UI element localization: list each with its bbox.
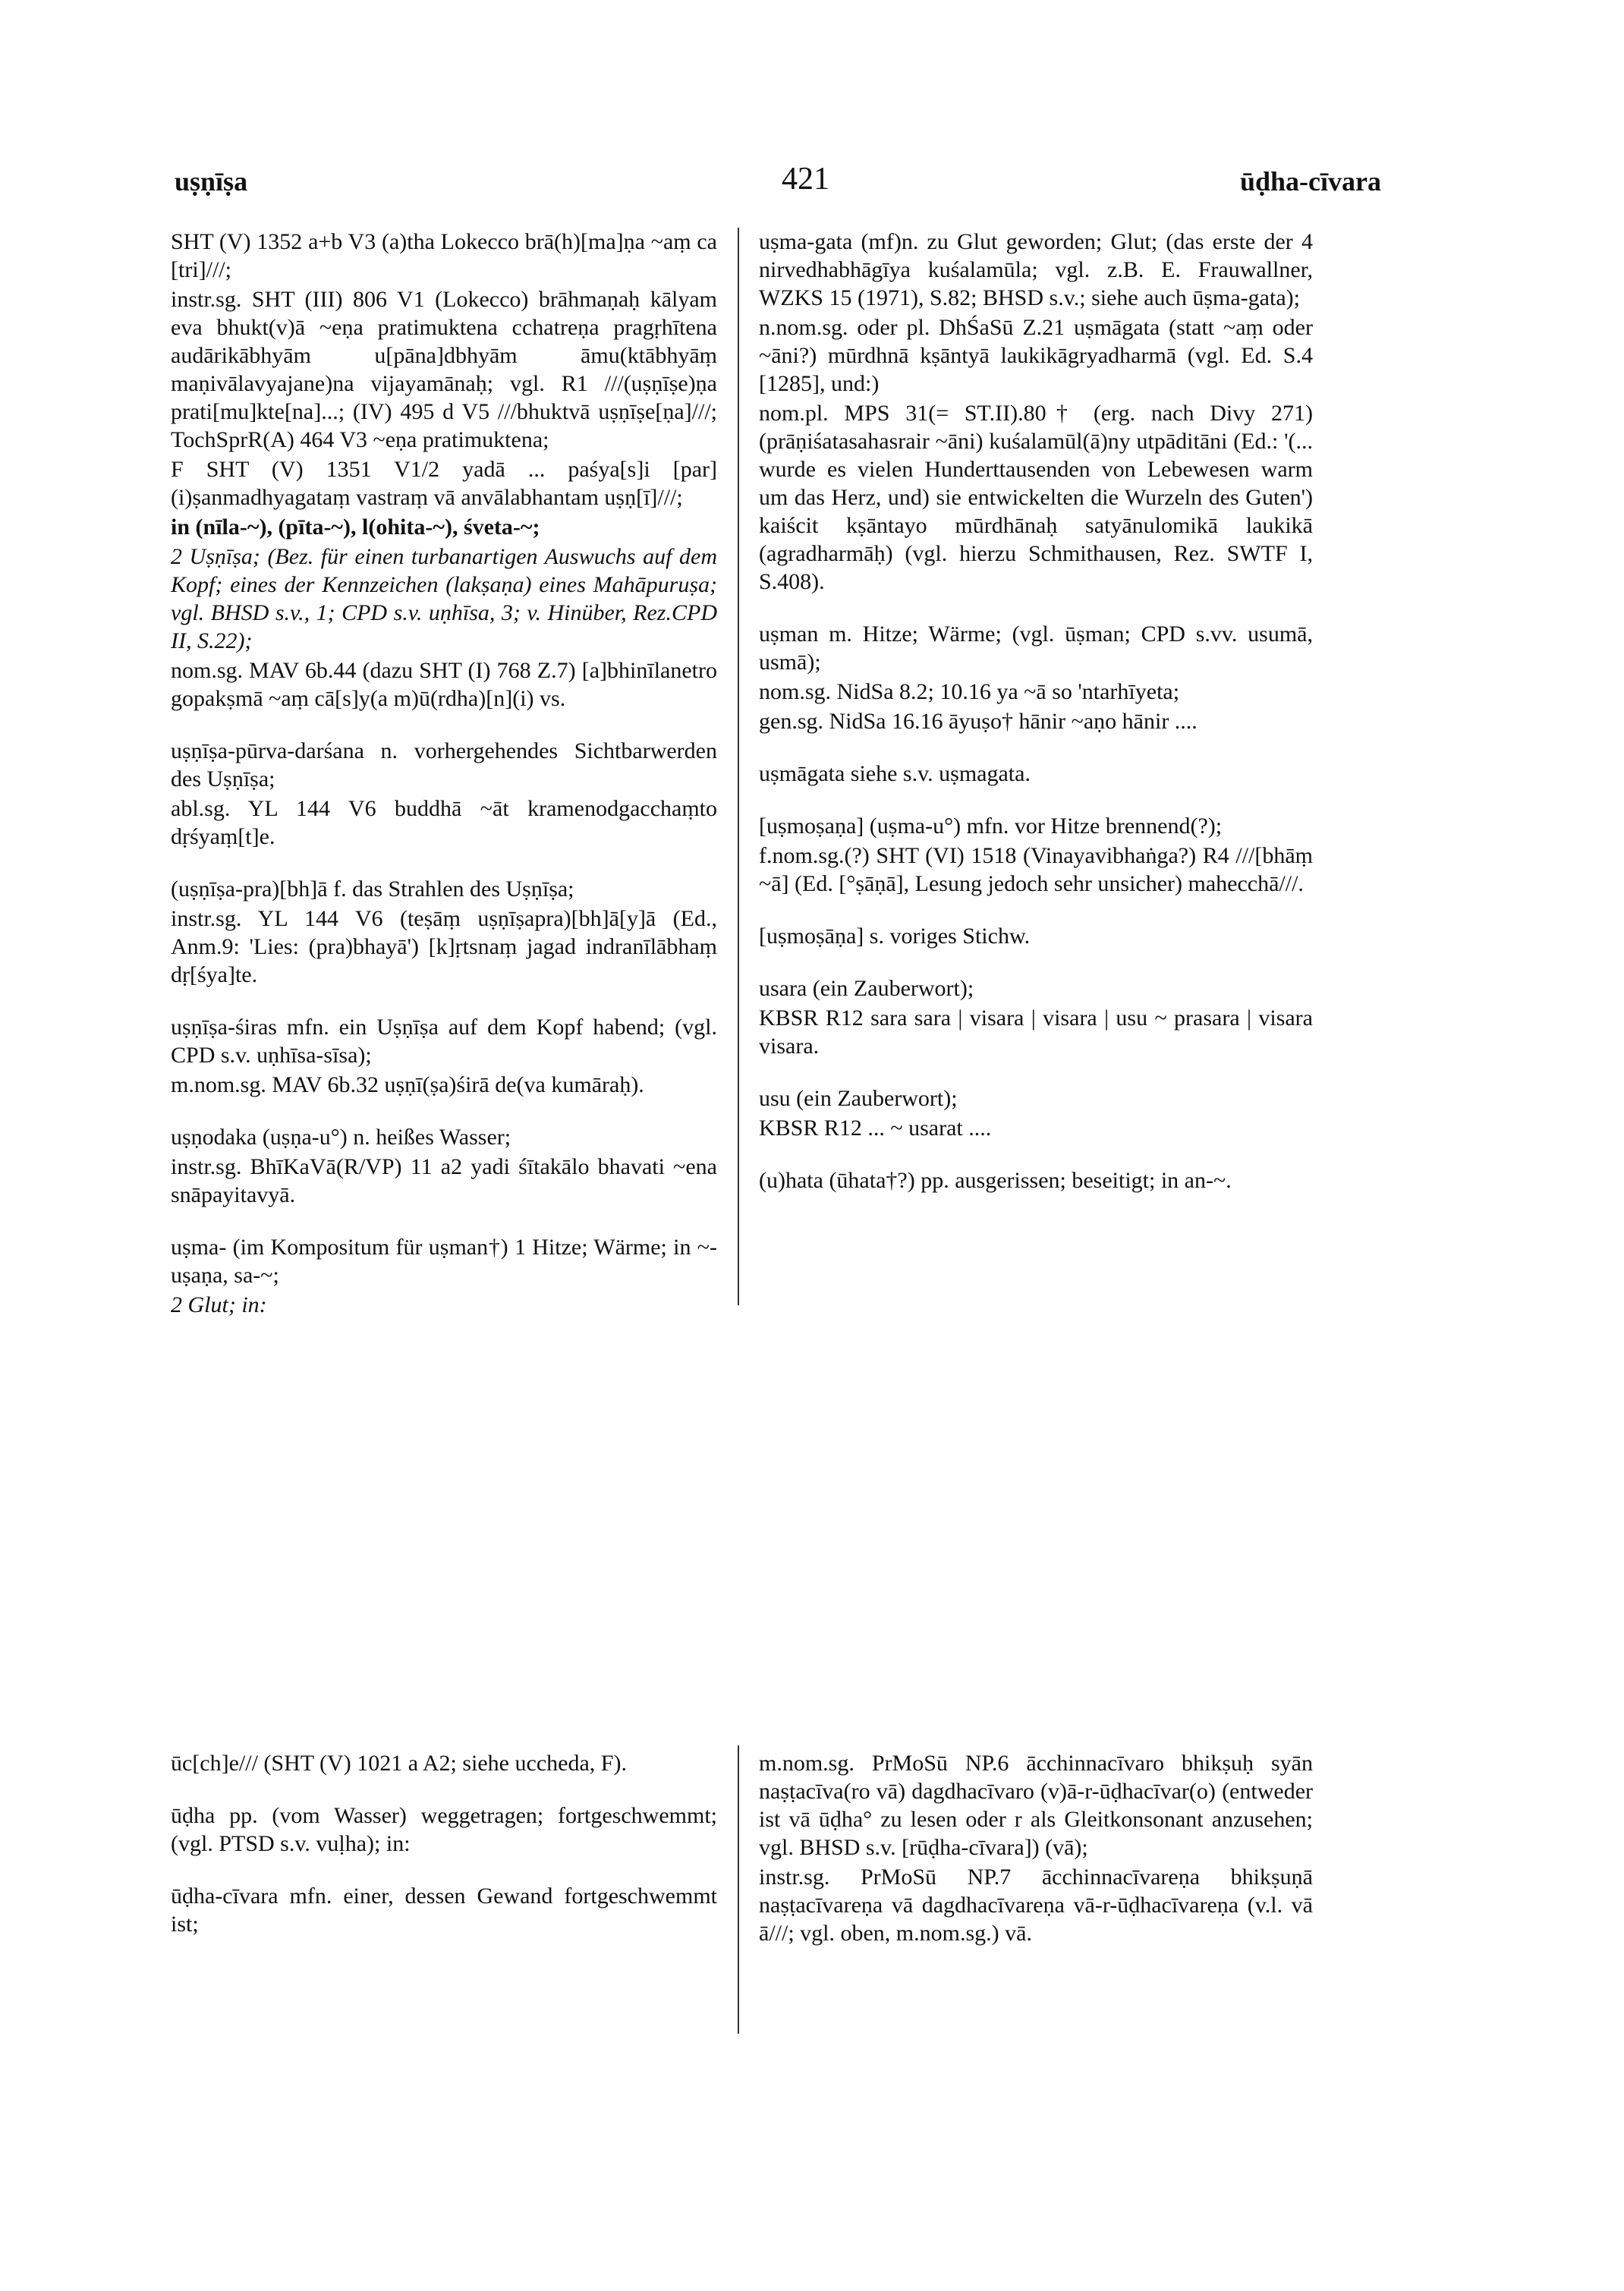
entry-text: KBSR R12 ... ~ usarat .... (759, 1116, 992, 1141)
entry-text: n.nom.sg. oder pl. DhŚaSū Z.21 uṣmāgata (statt ~aṃ oder ~āni?) mūrdhnā kṣāntyā laukikāgryadharmā (vgl. Ed. S.4 [1285], und:) (759, 315, 1313, 396)
entry-text: nom.sg. NidSa 8.2; 10.16 ya ~ā so 'ntarhīyeta; (759, 679, 1180, 704)
bottom-left-column (171, 1749, 717, 1940)
running-head-left: uṣṇīṣa (175, 166, 248, 197)
headword-entry: usara (ein Zauberwort); (759, 976, 974, 1001)
page-number: 421 (782, 162, 829, 197)
page-header (0, 162, 1624, 211)
entry-text: instr.sg. SHT (III) 806 V1 (Lokecco) brāhmaṇaḥ kālyam eva bhukt(v)ā ~eṇa pratimuktena cchatreṇa pragṛhītena audārikābhyām u[pāna]dbhyām āmu(ktābhyāṃ maṇivālavyajane)na vijayamānaḥ; vgl. R1 ///(uṣṇīṣe)ṇa prati[mu]kte[na]...; (IV) 495 d V5 ///bhuktvā uṣṇīṣe[ṇa]///; TochSprR(A) 464 V3 ~eṇa pratimuktena; (171, 287, 717, 452)
entry-text: in (nīla-~), (pīta-~), l(ohita-~), śveta-~; (171, 515, 540, 540)
column-divider-bottom (738, 1745, 739, 2034)
entry-text: m.nom.sg. PrMoSū NP.6 ācchinnacīvaro bhikṣuḥ syān naṣṭacīva(ro vā) dagdhacīvaro (v)ā-r-ūḍhacīvar(o) (entweder ist vā ūḍha° zu lesen oder r als Gleitkonsonant anzusehen; vgl. BHSD s.v. [rūḍha-cīvara]) (vā); (759, 1751, 1313, 1860)
entry-text: instr.sg. YL 144 V6 (teṣāṃ uṣṇīṣapra)[bh]ā[y]ā (Ed., Anm.9: 'Lies: (pra)bhayā') [k]ṛtsnaṃ jagad indranīlābhaṃ dṛ[śya]te. (171, 906, 717, 987)
headword-entry: ūḍha-cīvara mfn. einer, dessen Gewand fortgeschwemmt ist; (171, 1883, 717, 1937)
headword-entry: [uṣmoṣāṇa] s. voriges Stichw. (759, 924, 1031, 949)
entry-text: instr.sg. BhīKaVā(R/VP) 11 a2 yadi śītakālo bhavati ~ena snāpayitavyā. (171, 1154, 717, 1207)
headword-entry: uṣṇodaka (uṣṇa-u°) n. heißes Wasser; (171, 1125, 511, 1150)
entry-text: f.nom.sg.(?) SHT (VI) 1518 (Vinayavibhaṅga?) R4 ///[bhāṃ ~ā] (Ed. [°ṣāṇā], Lesung jedoch sehr unsicher) mahecchā///. (759, 843, 1313, 896)
headword-entry: ūc[ch]e/// (SHT (V) 1021 a A2; siehe uccheda, F). (171, 1751, 627, 1776)
entry-text: KBSR R12 sara sara | visara | visara | usu ~ prasara | visara visara. (759, 1005, 1313, 1059)
headword-entry: uṣṇīṣa-śiras mfn. ein Uṣṇīṣa auf dem Kopf habend; (vgl. CPD s.v. uṇhīsa-sīsa); (171, 1015, 717, 1068)
entry-text: F SHT (V) 1351 V1/2 yadā ... paśya[s]i [par](i)ṣanmadhyagataṃ vastraṃ vā anvālabhantam uṣṇ[ī]///; (171, 457, 717, 510)
headword-entry: uṣṇīṣa-pūrva-darśana n. vorhergehendes Sichtbarwerden des Uṣṇīṣa; (171, 738, 717, 791)
headword-entry: uṣma- (im Kompositum für uṣman†) 1 Hitze; Wärme; in ~-uṣaṇa, sa-~; (171, 1235, 717, 1288)
headword-entry: uṣma-gata (mf)n. zu Glut geworden; Glut; (das erste der 4 nirvedhabhāgīya kuśalamūla; vgl. z.B. E. Frauwallner, WZKS 15 (1971), S.82; BHSD s.v.; siehe auch ūṣma-gata); (759, 229, 1313, 310)
entry-text: 2 Glut; in: (171, 1292, 267, 1317)
headword-entry: [uṣmoṣaṇa] (uṣma-u°) mfn. vor Hitze brennend(?); (759, 813, 1223, 839)
entry-text: instr.sg. PrMoSū NP.7 ācchinnacīvareṇa bhikṣuṇā naṣṭacīvareṇa vā dagdhacīvareṇa vā-r-ūḍhacīvareṇa (v.l. vā ā///; vgl. oben, m.nom.sg.) vā. (759, 1865, 1313, 1946)
right-column (759, 228, 1313, 1196)
headword-entry: usu (ein Zauberwort); (759, 1086, 958, 1111)
headword-entry: uṣman m. Hitze; Wärme; (vgl. ūṣman; CPD s.vv. usumā, usmā); (759, 622, 1313, 675)
headword-entry: ūḍha pp. (vom Wasser) weggetragen; fortgeschwemmt; (vgl. PTSD s.v. vuḷha); in: (171, 1803, 717, 1856)
entry-text: gen.sg. NidSa 16.16 āyuṣo† hānir ~aṇo hānir .... (759, 709, 1198, 734)
left-column (171, 228, 717, 1320)
entry-text: abl.sg. YL 144 V6 buddhā ~āt kramenodgacchaṃto dṛśyaṃ[t]e. (171, 796, 717, 849)
entry-text: nom.sg. MAV 6b.44 (dazu SHT (I) 768 Z.7) [a]bhinīlanetro gopakṣmā ~aṃ cā[s]y(a m)ū(rdha)[n](i) vs. (171, 658, 717, 711)
entry-text: 2 Uṣṇīṣa; (Bez. für einen turbanartigen Auswuchs auf dem Kopf; eines der Kennzeichen (lakṣaṇa) eines Mahāpuruṣa; vgl. BHSD s.v., 1; CPD s.v. uṇhīsa, 3; v. Hinüber, Rez.CPD II, S.22); (171, 544, 717, 653)
headword-entry: uṣmāgata siehe s.v. uṣmagata. (759, 761, 1031, 786)
entry-text: SHT (V) 1352 a+b V3 (a)tha Lokecco brā(h)[ma]ṇa ~aṃ ca [tri]///; (171, 229, 717, 282)
entry-text: m.nom.sg. MAV 6b.32 uṣṇī(ṣa)śirā de(va kumāraḥ). (171, 1072, 644, 1097)
entry-text: nom.pl. MPS 31(= ST.II).80† (erg. nach Divy 271) (prāṇiśatasahasrair ~āni) kuśalamūl(ā)ny utpāditāni (Ed.: '(... wurde es vielen Hunderttausenden von Lebewesen warm um das Herz, und) sie entwickelten die Wurzeln des Guten') kaiścit kṣāntayo mūrdhānaḥ satyānulomikā laukikā (agradharmāḥ) (vgl. hierzu Schmithausen, Rez. SWTF I, S.408). (759, 401, 1313, 594)
running-head-right: ūḍha-cīvara (1239, 166, 1381, 197)
headword-entry: (u)hata (ūhata†?) pp. ausgerissen; beseitigt; in an-~. (759, 1168, 1232, 1193)
column-divider-top (738, 228, 739, 1305)
bottom-right-column (759, 1749, 1313, 1949)
headword-entry: (uṣṇīṣa-pra)[bh]ā f. das Strahlen des Uṣṇīṣa; (171, 876, 574, 902)
